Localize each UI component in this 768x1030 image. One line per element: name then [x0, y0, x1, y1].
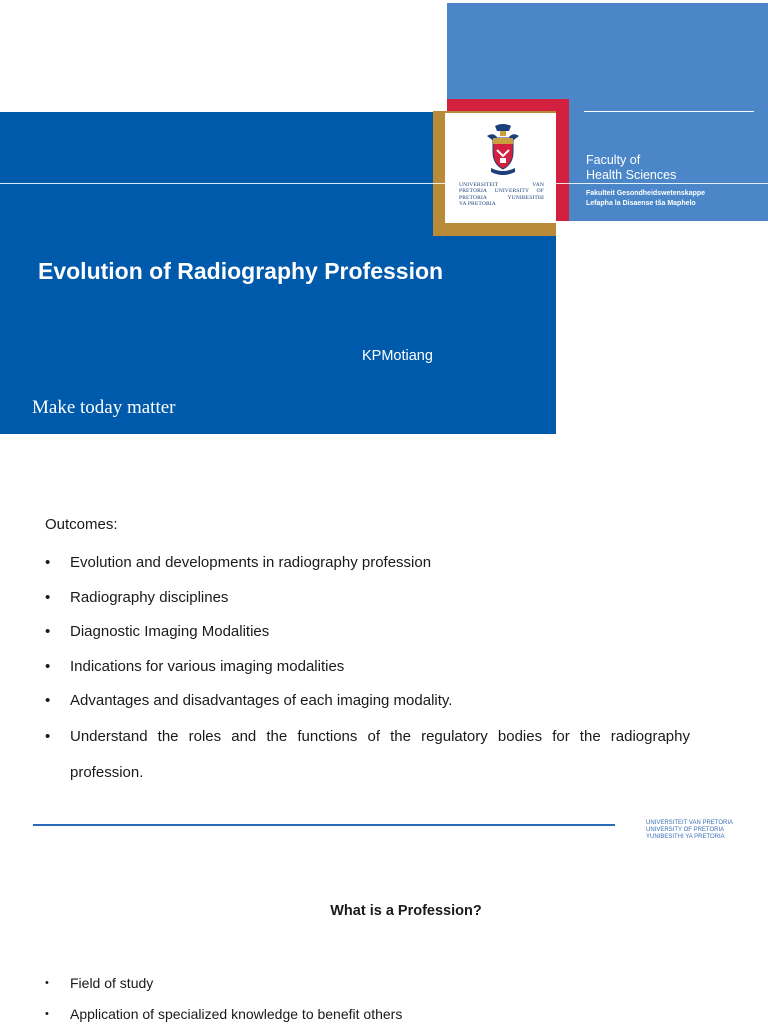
- list-item: • Evolution and developments in radiography profession: [45, 546, 690, 581]
- faculty-name: Faculty of Health Sciences: [586, 153, 677, 182]
- list-item: • Advantages and disadvantages of each imaging modality.: [45, 684, 690, 719]
- author-name: KPMotiang: [362, 348, 433, 364]
- outcomes-list: [45, 546, 690, 791]
- list-item: • Field of study: [45, 968, 402, 999]
- list-item: • Understand the roles and the functions of the regulatory bodies for the radiography profession.: [45, 719, 690, 791]
- university-crest-icon: [483, 122, 523, 178]
- faculty-rule: [584, 111, 754, 112]
- list-item: • Indications for various imaging modalities: [45, 650, 690, 685]
- university-wordmark: UNIVERSITEIT VAN PRETORIA UNIVERSITY OF PRETORIA YUNIBESITHI YA PRETORIA: [459, 182, 544, 208]
- horizontal-divider: [0, 183, 768, 184]
- presentation-title: Evolution of Radiography Profession: [38, 258, 444, 284]
- footer-rule: [33, 824, 615, 826]
- list-item: • Application of specialized knowledge to benefit others: [45, 999, 402, 1030]
- title-slide: [0, 0, 768, 434]
- faculty-name-translations: Fakulteit Gesondheidswetenskappe Lefapha la Disaense tša Maphelo: [586, 190, 706, 207]
- list-item: • Radiography disciplines: [45, 581, 690, 616]
- footer-university-logo: UNIVERSITEIT VAN PRETORIA UNIVERSITY OF PRETORIA YUNIBESITHI YA PRETORIA: [646, 820, 734, 841]
- outcomes-heading: Outcomes:: [45, 516, 118, 533]
- list-item: • Diagnostic Imaging Modalities: [45, 615, 690, 650]
- profession-title: What is a Profession?: [330, 903, 482, 919]
- tagline: Make today matter: [32, 397, 176, 418]
- profession-list: [45, 968, 402, 1030]
